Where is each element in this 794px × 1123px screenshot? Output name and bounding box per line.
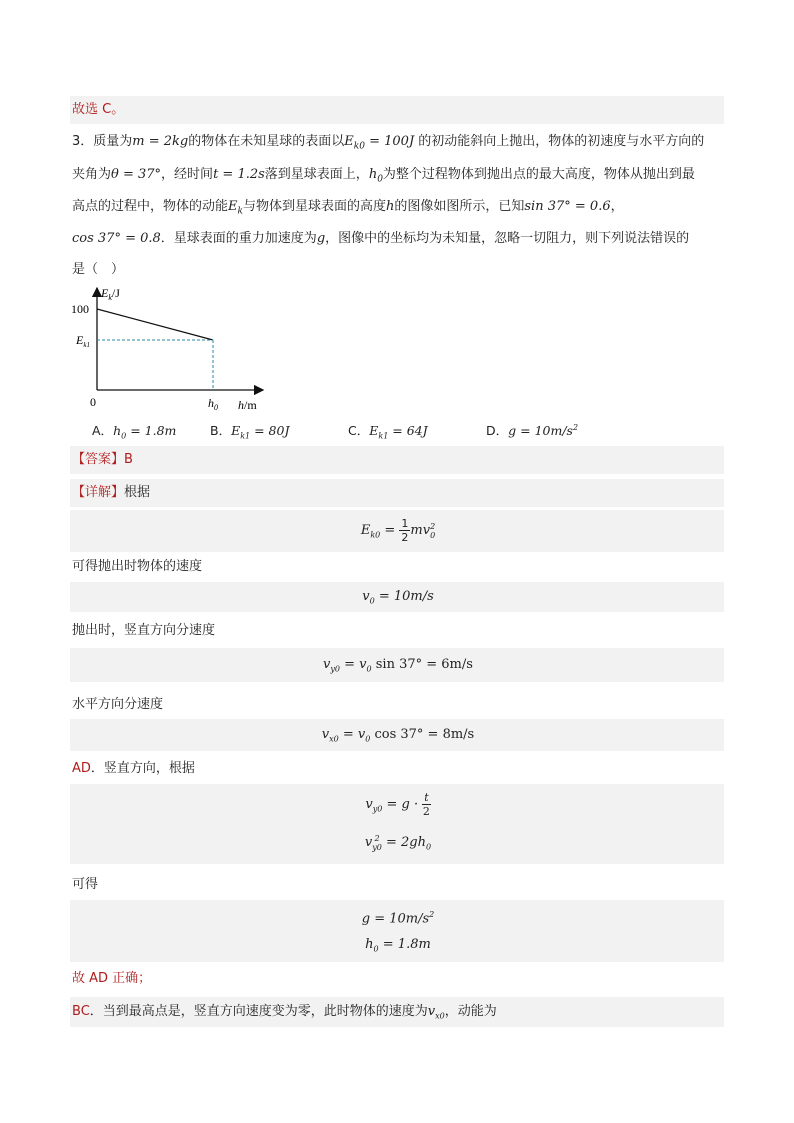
q-math: cos 37° = 0.8 — [72, 231, 161, 246]
q-text: 落到星球表面上， — [264, 167, 369, 182]
option-b — [210, 421, 289, 441]
q-math: sin 37° = 0.6 — [524, 199, 611, 214]
x-tick-h0: $h_0$ — [208, 396, 218, 412]
option-math: E — [369, 423, 379, 438]
eq-part: = — [380, 523, 400, 538]
y-tick-100: 100 — [71, 302, 89, 316]
text-line-7 — [70, 997, 724, 1027]
q-math: E — [344, 134, 354, 149]
option-label: C． — [348, 423, 370, 438]
question-line-3 — [70, 197, 724, 222]
eq-sub: y0 — [372, 804, 383, 814]
text: ．当到最高点是，竖直方向速度变为零，此时物体的速度为 — [89, 1004, 428, 1019]
equation-1 — [70, 510, 724, 552]
equation-4 — [70, 719, 724, 751]
eq-sub: 0 — [426, 842, 432, 852]
text-line-1 — [70, 556, 724, 578]
eq-sub: k0 — [370, 530, 381, 540]
equation-7 — [72, 900, 724, 930]
option-d — [486, 421, 578, 439]
eq-part: g = 10m/s — [361, 911, 430, 927]
q-text: ，图像中的坐标均为未知量，忽略一切阻力，则下列说法错误的 — [325, 231, 690, 246]
fraction-half — [399, 517, 410, 544]
detail-intro: 根据 — [124, 485, 151, 500]
eq-part: E — [360, 523, 371, 538]
eq-part: v — [323, 657, 331, 672]
text-line-2 — [70, 620, 724, 642]
q-text: 质量为 — [93, 134, 133, 149]
option-math-sub: 0 — [121, 431, 127, 441]
equation-8 — [72, 930, 724, 960]
eq-part: v — [364, 835, 373, 850]
q-text: 的初动能斜向上抛出，物体的初速度与水平方向的 — [414, 134, 705, 149]
q-math: m = 2kg — [132, 134, 189, 149]
q-math: t = 1.2s — [213, 167, 265, 182]
equation-3 — [70, 648, 724, 682]
eq-sub: 0 — [366, 664, 372, 674]
eq-sub: y0 — [330, 664, 341, 674]
prev-answer: 故选 C。 — [72, 102, 125, 117]
frac-den: 2 — [401, 531, 409, 544]
option-math: = 64J — [388, 423, 428, 438]
equation-6 — [72, 826, 724, 860]
eq-part: mv — [410, 523, 431, 538]
eq-part: sin 37° = 6m/s — [371, 657, 473, 672]
eq-part: v — [321, 727, 330, 742]
q-text: 的图像如图所示，已知 — [394, 199, 525, 214]
y-axis-label: $E_k/J$ — [101, 286, 120, 302]
q-math-sub: k — [237, 206, 243, 217]
q-text: 的物体在未知星球的表面以 — [188, 134, 345, 149]
option-label: A． — [92, 423, 114, 438]
q-math-sub: 0 — [377, 174, 383, 185]
eq-sub: 0 — [373, 944, 379, 954]
eq-sub: 0 — [369, 596, 375, 606]
equation-block-5-6 — [70, 784, 724, 864]
detail-line — [70, 479, 724, 507]
frac-den: 2 — [422, 805, 430, 818]
answer-value: B — [124, 452, 133, 467]
equation-5 — [72, 784, 724, 826]
eq-part: = 10m/s — [374, 589, 434, 604]
q-math: θ = 37° — [111, 167, 162, 182]
option-label: D． — [486, 423, 509, 438]
eq-sub: x0 — [435, 1011, 445, 1021]
eq-sub: x0 — [329, 734, 339, 744]
eq-part: = 1.8m — [378, 937, 431, 952]
option-math-sub: k1 — [240, 431, 251, 441]
text-red: 故 AD 正确； — [72, 971, 152, 986]
text: 抛出时，竖直方向分速度 — [72, 623, 216, 638]
eq-part: = g · — [382, 797, 423, 812]
q-text: 为整个过程物体到抛出点的最大高度，物体从抛出到最 — [382, 167, 695, 182]
question-line-5 — [70, 260, 724, 280]
question-line-2 — [70, 165, 724, 190]
eq-sub: 0 — [365, 734, 371, 744]
question-line-1 — [70, 132, 724, 157]
text-line-5 — [70, 874, 724, 896]
option-label: B． — [210, 423, 232, 438]
text: 可得抛出时物体的速度 — [72, 559, 203, 574]
text-line-6 — [70, 966, 724, 992]
prev-answer-line — [70, 96, 724, 124]
q-math: h — [368, 167, 378, 182]
option-math: h — [113, 423, 122, 438]
q-text: ．星球表面的重力加速度为 — [160, 231, 317, 246]
text: 水平方向分速度 — [72, 697, 164, 712]
question-line-4 — [70, 229, 724, 249]
eq-sub: y0 — [372, 842, 382, 852]
equation-block-7-8 — [70, 900, 724, 962]
fraction-t-over-2 — [422, 791, 430, 818]
eq-part: cos 37° = 8m/s — [370, 727, 475, 742]
q-math: E — [228, 199, 238, 214]
text-red: AD — [72, 761, 91, 776]
detail-label: 【详解】 — [72, 485, 125, 500]
q-math: h — [386, 199, 395, 214]
text-line-3 — [70, 694, 724, 716]
option-c — [348, 421, 428, 441]
eq-part: = v — [338, 727, 366, 742]
frac-num: 1 — [401, 517, 409, 530]
option-math: = 1.8m — [126, 423, 177, 438]
eq-part: v — [427, 1004, 436, 1019]
option-math-sub: k1 — [378, 431, 389, 441]
eq-part: = v — [340, 657, 367, 672]
eq-supsub — [430, 522, 435, 540]
q-text: ， — [610, 199, 624, 214]
equation-2 — [70, 582, 724, 612]
q-text: 是（ ） — [72, 262, 125, 277]
q-text: 夹角为 — [72, 167, 112, 182]
option-math-sup: 2 — [572, 422, 579, 432]
text-line-4 — [70, 758, 724, 780]
question-number: 3． — [72, 134, 94, 149]
q-text: 与物体到星球表面的高度 — [242, 199, 386, 214]
eq-part: = 2gh — [381, 835, 426, 850]
y-tick-ek1: $E_{k1}$ — [76, 333, 90, 349]
q-math: = 100J — [364, 134, 415, 149]
ek-h-graph — [70, 282, 280, 412]
eq-sup: 2 — [430, 521, 436, 531]
option-math: g = 10m/s — [508, 423, 573, 438]
answer-label: 【答案】 — [72, 452, 125, 467]
eq-part: h — [365, 937, 374, 952]
q-math-sub: k0 — [353, 141, 365, 152]
q-text: 高点的过程中，物体的动能 — [72, 199, 229, 214]
eq-part: v — [365, 797, 373, 812]
x-axis-label: h/m — [238, 398, 257, 412]
eq-sup: 2 — [374, 833, 380, 843]
q-math: g — [316, 231, 326, 246]
q-text: ，经时间 — [161, 167, 214, 182]
option-math: E — [231, 423, 241, 438]
ek-line — [97, 309, 213, 340]
text: ．竖直方向，根据 — [90, 761, 195, 776]
eq-sup: 2 — [429, 910, 435, 919]
text: ，动能为 — [444, 1004, 497, 1019]
text: 可得 — [72, 877, 99, 892]
frac-num: t — [424, 791, 429, 804]
eq-supsub — [372, 834, 382, 852]
origin-label: 0 — [90, 395, 96, 409]
eq-sub: 0 — [430, 530, 436, 540]
eq-part: v — [362, 589, 370, 604]
option-math: = 80J — [250, 423, 290, 438]
text-red: BC — [72, 1004, 90, 1019]
answer-line — [70, 446, 724, 474]
option-a — [92, 421, 176, 441]
